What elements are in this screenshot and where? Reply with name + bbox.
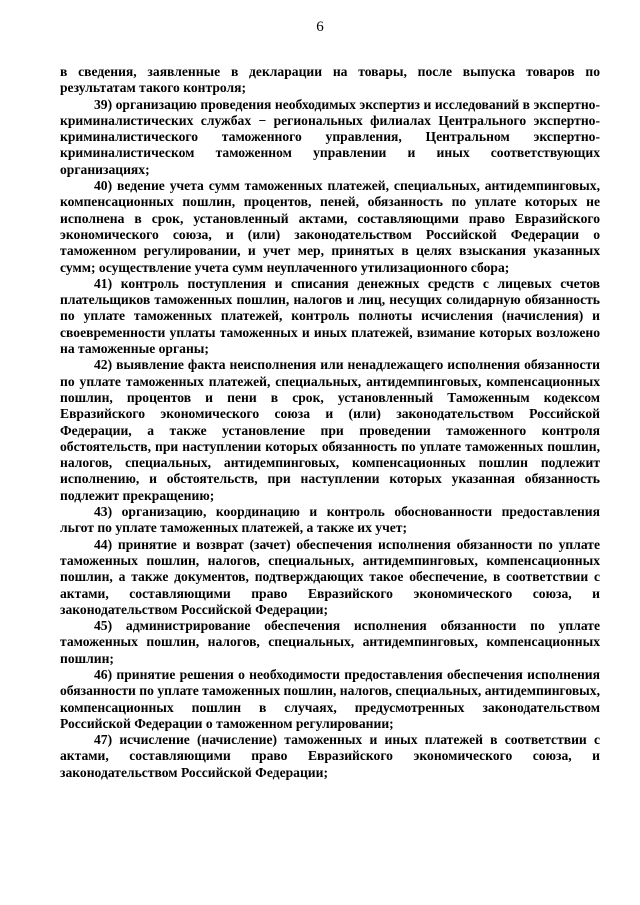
paragraph-continuation: в сведения, заявленные в декларации на товары, после выпуска товаров по результатам такого контроля; [60, 64, 600, 96]
paragraph-item-41: 41) контроль поступления и списания денежных средств с лицевых счетов плательщиков таможенных пошлин, налогов и лиц, несущих солидарную обязанность по уплате таможенных платежей, контроль полноты исчисления (начисления) и своевременности уплаты таможенных и иных платежей, взимание которых возложено на таможенные органы; [60, 275, 600, 357]
paragraph-item-42: 42) выявление факта неисполнения или ненадлежащего исполнения обязанности по уплате таможенных платежей, специальных, антидемпинговых, компенсационных пошлин, процентов и пени в срок, установленный Таможенным кодексом Евразийского экономического союза и (или) законодательством Российской Федерации, а также установление при проведении таможенного контроля обстоятельств, при наступлении которых обязанность по уплате таможенных пошлин, налогов, специальных, антидемпинговых, компенсационных пошлин подлежит исполнению, и обстоятельств, при наступлении которых указанная обязанность подлежит прекращению; [60, 357, 600, 503]
paragraph-item-39: 39) организацию проведения необходимых экспертиз и исследований в экспертно-криминалистических службах − региональных филиалах Центрального экспертно-криминалистического таможенного управления, Центральном экспертно-криминалистическом таможенном управлении и иных соответствующих организациях; [60, 96, 600, 177]
paragraph-item-46: 46) принятие решения о необходимости предоставления обеспечения исполнения обязанности по уплате таможенных пошлин, налогов, специальных, антидемпинговых, компенсационных пошлин в случаях, предусмотренных законодательством Российской Федерации о таможенном регулировании; [60, 666, 600, 731]
paragraph-item-43: 43) организацию, координацию и контроль обоснованности предоставления льгот по уплате таможенных платежей, а также их учет; [60, 504, 600, 536]
paragraph-item-40: 40) ведение учета сумм таможенных платежей, специальных, антидемпинговых, компенсационных пошлин, процентов, пеней, обязанность по уплате которых не исполнена в срок, установленный актами, составляющими право Евразийского экономического союза, и (или) законодательством Российской Федерации о таможенном регулировании, и учет мер, принятых в целях взыскания указанных сумм; осуществление учета сумм неуплаченного утилизационного сбора; [60, 178, 600, 275]
paragraph-item-44: 44) принятие и возврат (зачет) обеспечения исполнения обязанности по уплате таможенных пошлин, налогов, специальных, антидемпинговых, компенсационных пошлин, а также документов, подтверждающих такое обеспечение, в соответствии с актами, составляющими право Евразийского экономического союза, и законодательством Российской Федерации; [60, 536, 600, 617]
paragraph-item-47: 47) исчисление (начисление) таможенных и иных платежей в соответствии с актами, составляющими право Евразийского экономического союза, и законодательством Российской Федерации; [60, 732, 600, 780]
paragraph-item-45: 45) администрирование обеспечения исполнения обязанности по уплате таможенных пошлин, налогов, специальных, антидемпинговых, компенсационных пошлин; [60, 618, 600, 666]
document-body [60, 64, 600, 781]
page-number: 6 [316, 19, 324, 35]
